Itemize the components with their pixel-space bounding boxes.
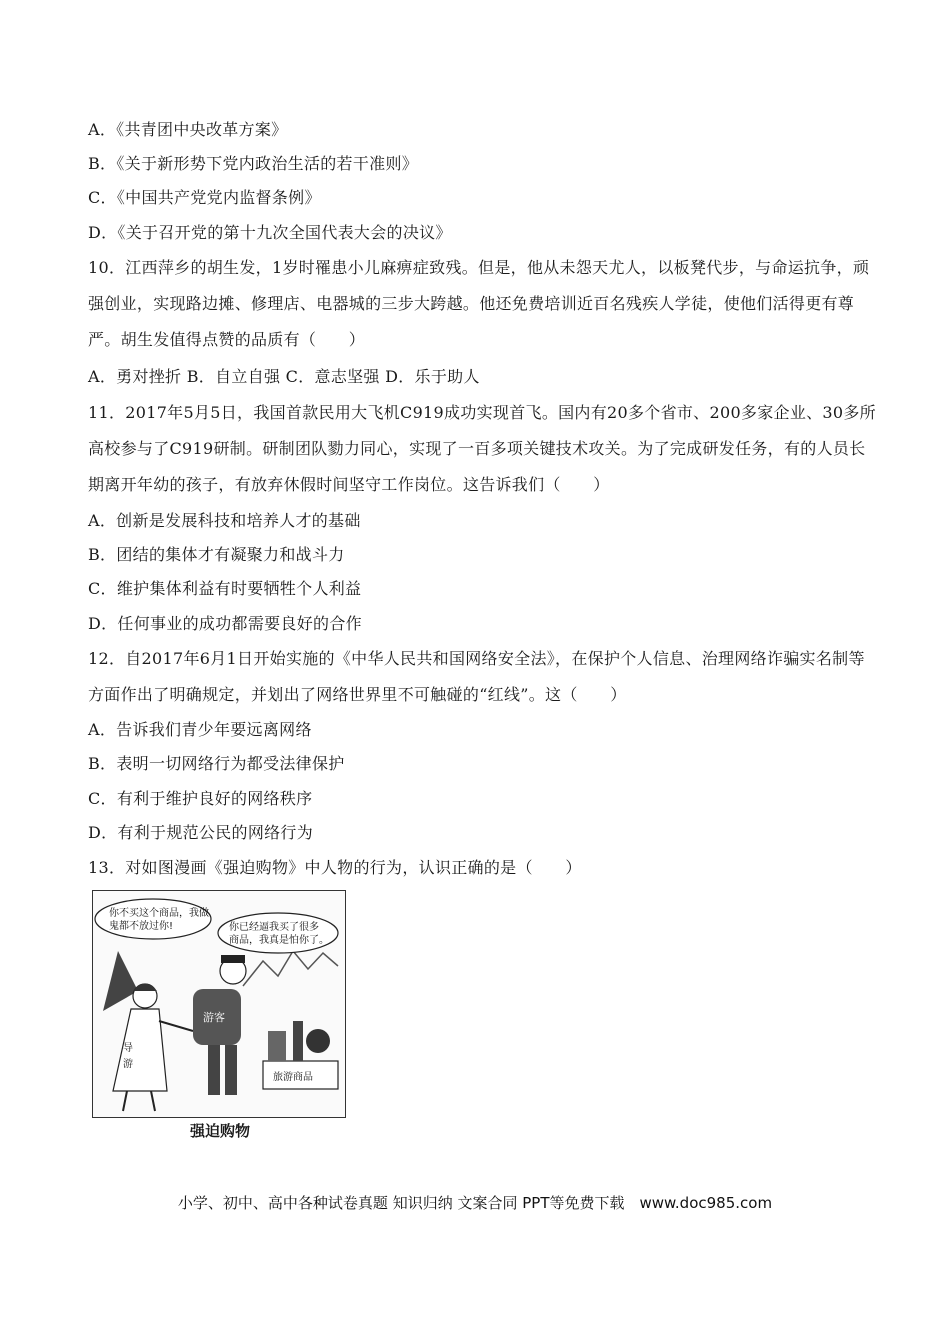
q9-option-c: C．《中国共产党党内监督条例》 [88,188,321,207]
q11-option-b: B．团结的集体才有凝聚力和战斗力 [88,545,345,564]
q11-option-d: D．任何事业的成功都需要良好的合作 [88,614,362,633]
q13-stem: 13．对如图漫画《强迫购物》中人物的行为，认识正确的是（ ） [88,858,582,877]
bubble-right-line1: 你已经逼我买了很多 [229,922,319,933]
cartoon-drawing [93,891,345,1117]
q12-option-b: B．表明一切网络行为都受法律保护 [88,754,345,773]
guide-label-1: 导 [123,1043,133,1054]
q11-stem: 11．2017年5月5日，我国首款民用大飞机C919成功实现首飞。国内有20多个省市、200多家企业、30多所高校参与了C919研制。研制团队勠力同心，实现了一百多项关键技术攻关。为了完成研发任务，有的人员长期离开年幼的孩子，有放弃休假时间坚守工作岗位。这告诉我们（ ） [88,403,876,494]
q9-option-d: D．《关于召开党的第十九次全国代表大会的决议》 [88,223,452,242]
q12-option-c: C．有利于维护良好的网络秩序 [88,789,313,808]
cartoon-image [92,890,346,1118]
q10-stem: 10．江西萍乡的胡生发，1岁时罹患小儿麻痹症致残。但是，他从未怨天尤人，以板凳代步，与命运抗争，顽强创业，实现路边摊、修理店、电器城的三步大跨越。他还免费培训近百名残疾人学徒，使他们活得更有尊严。胡生发值得点赞的品质有（ ） [88,258,870,349]
q9-option-a: A．《共青团中央改革方案》 [88,120,288,139]
page-footer: 小学、初中、高中各种试卷真题 知识归纳 文案合同 PPT等免费下载 www.doc985.com [177,1194,773,1212]
q12-option-a: A．告诉我们青少年要远离网络 [88,720,312,739]
q10-options: A．勇对挫折 B．自立自强 C．意志坚强 D．乐于助人 [88,367,480,386]
q9-option-b: B．《关于新形势下党内政治生活的若干准则》 [88,154,419,173]
guide-label-2: 游 [123,1059,133,1070]
q11-option-c: C．维护集体利益有时要牺牲个人利益 [88,579,362,598]
q11-option-a: A．创新是发展科技和培养人才的基础 [88,511,361,530]
bubble-right-line2: 商品，我真是怕你了。 [229,935,329,946]
q12-option-d: D．有利于规范公民的网络行为 [88,823,314,842]
goods-label: 旅游商品 [273,1072,313,1083]
tourist-label: 游客 [203,1011,225,1024]
cartoon-caption: 强迫购物 [190,1122,251,1140]
q12-stem: 12．自2017年6月1日开始实施的《中华人民共和国网络安全法》，在保护个人信息、治理网络诈骗实名制等方面作出了明确规定，并划出了网络世界里不可触碰的“红线”。这（ ） [88,649,865,704]
bubble-left-line2: 鬼都不放过你! [109,921,174,932]
bubble-left-line1: 你不买这个商品，我做 [109,908,209,919]
